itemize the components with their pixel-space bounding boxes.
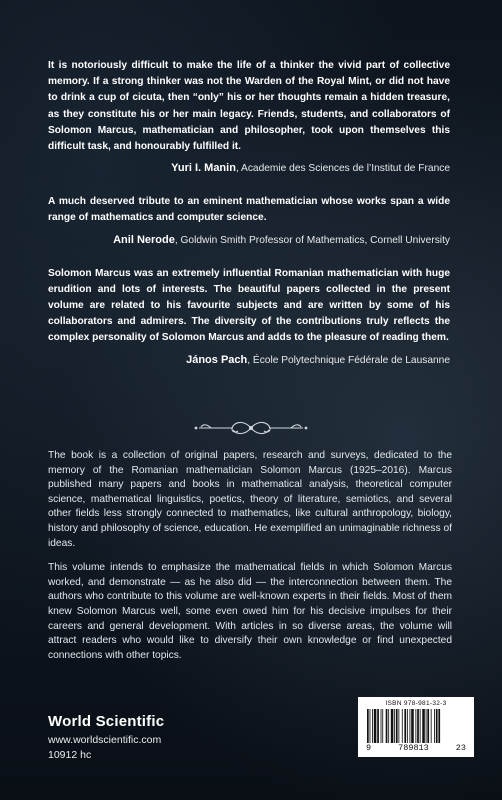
quote-text: A much deserved tribute to an eminent mathematician whose works span a wide range of mathematics and computer science.: [48, 196, 450, 224]
publisher-name: World Scientific: [48, 713, 165, 730]
barcode-digit-group: 23: [455, 743, 466, 753]
isbn-barcode: [358, 697, 474, 757]
barcode-digit-prefix: 9: [366, 743, 372, 753]
quote-author: Anil Nerode: [113, 233, 175, 246]
endorsement-quotes: [48, 58, 450, 386]
barcode-digit-group: 789813: [398, 743, 429, 753]
endorsement-quote: [48, 194, 450, 247]
endorsement-quote: [48, 266, 450, 368]
quote-attribution: [48, 233, 450, 248]
publisher-url: www.worldscientific.com: [48, 734, 162, 746]
quote-attribution: [48, 353, 450, 368]
quote-text: It is notoriously difficult to make the life of a thinker the vivid part of collective memory. If a strong thinker was not the Warden of the Royal Mint, or did not have to drink a cup of cicuta, then “only” his or her thoughts remain a hidden treasure, as they constitute his or her main legacy. Friends, students, and collaborators of Solomon Marcus, mathematician and philosopher, took upon themselves this difficult task, and honourably fulfilled it.: [48, 60, 450, 153]
barcode-bars: [366, 709, 466, 743]
quote-attribution: [48, 161, 450, 176]
quote-text: Solomon Marcus was an extremely influential Romanian mathematician with huge erudition and lots of interests. The beautiful papers collected in the present volume are related to his favourite subjects and are written by some of his collaborators and admirers. The diversity of the contributions truly reflects the complex personality of Solomon Marcus and adds to the pleasure of reading them.: [48, 267, 450, 344]
isbn-label: ISBN 978-981-32-3: [385, 700, 447, 707]
quote-author: Yuri I. Manin: [171, 162, 236, 175]
quote-affiliation: , Goldwin Smith Professor of Mathematics, Cornell University: [174, 234, 450, 246]
quote-affiliation: , École Polytechnique Fédérale de Lausanne: [247, 354, 450, 366]
barcode-digits: [364, 743, 468, 753]
quote-author: János Pach: [186, 353, 248, 366]
description-paragraph: This volume intends to emphasize the mathematical fields in which Solomon Marcus worked, and demonstrate — as he also did — the interconnection between them. The authors who contribute to this volume are well-known experts in their fields. Most of them knew Solomon Marcus well, some even owed him for his decisive impulses for their careers and general development. With articles in so diverse areas, the volume will attract readers who would like to diversify their own knowledge or find unexpected connections with other topics.: [48, 562, 452, 661]
decorative-flourish-icon: [0, 416, 502, 440]
publisher-block: [48, 713, 164, 761]
endorsement-quote: [48, 58, 450, 176]
description-paragraph: The book is a collection of original papers, research and surveys, dedicated to the memory of the Romanian mathematician Solomon Marcus (1925–2016). Marcus published many papers and books in mathematical analysis, theoretical computer science, mathematical linguistics, poetics, theory of literature, semiotics, and several other fields less strongly connected to mathematics, like cultural anthropology, biology, history and philosophy of science, education. He exemplified an unimaginable richness of ideas.: [48, 450, 452, 549]
quote-affiliation: , Academie des Sciences de l’Institut de France: [235, 163, 450, 175]
publisher-code: 10912 hc: [48, 749, 92, 761]
book-description: [48, 449, 452, 673]
